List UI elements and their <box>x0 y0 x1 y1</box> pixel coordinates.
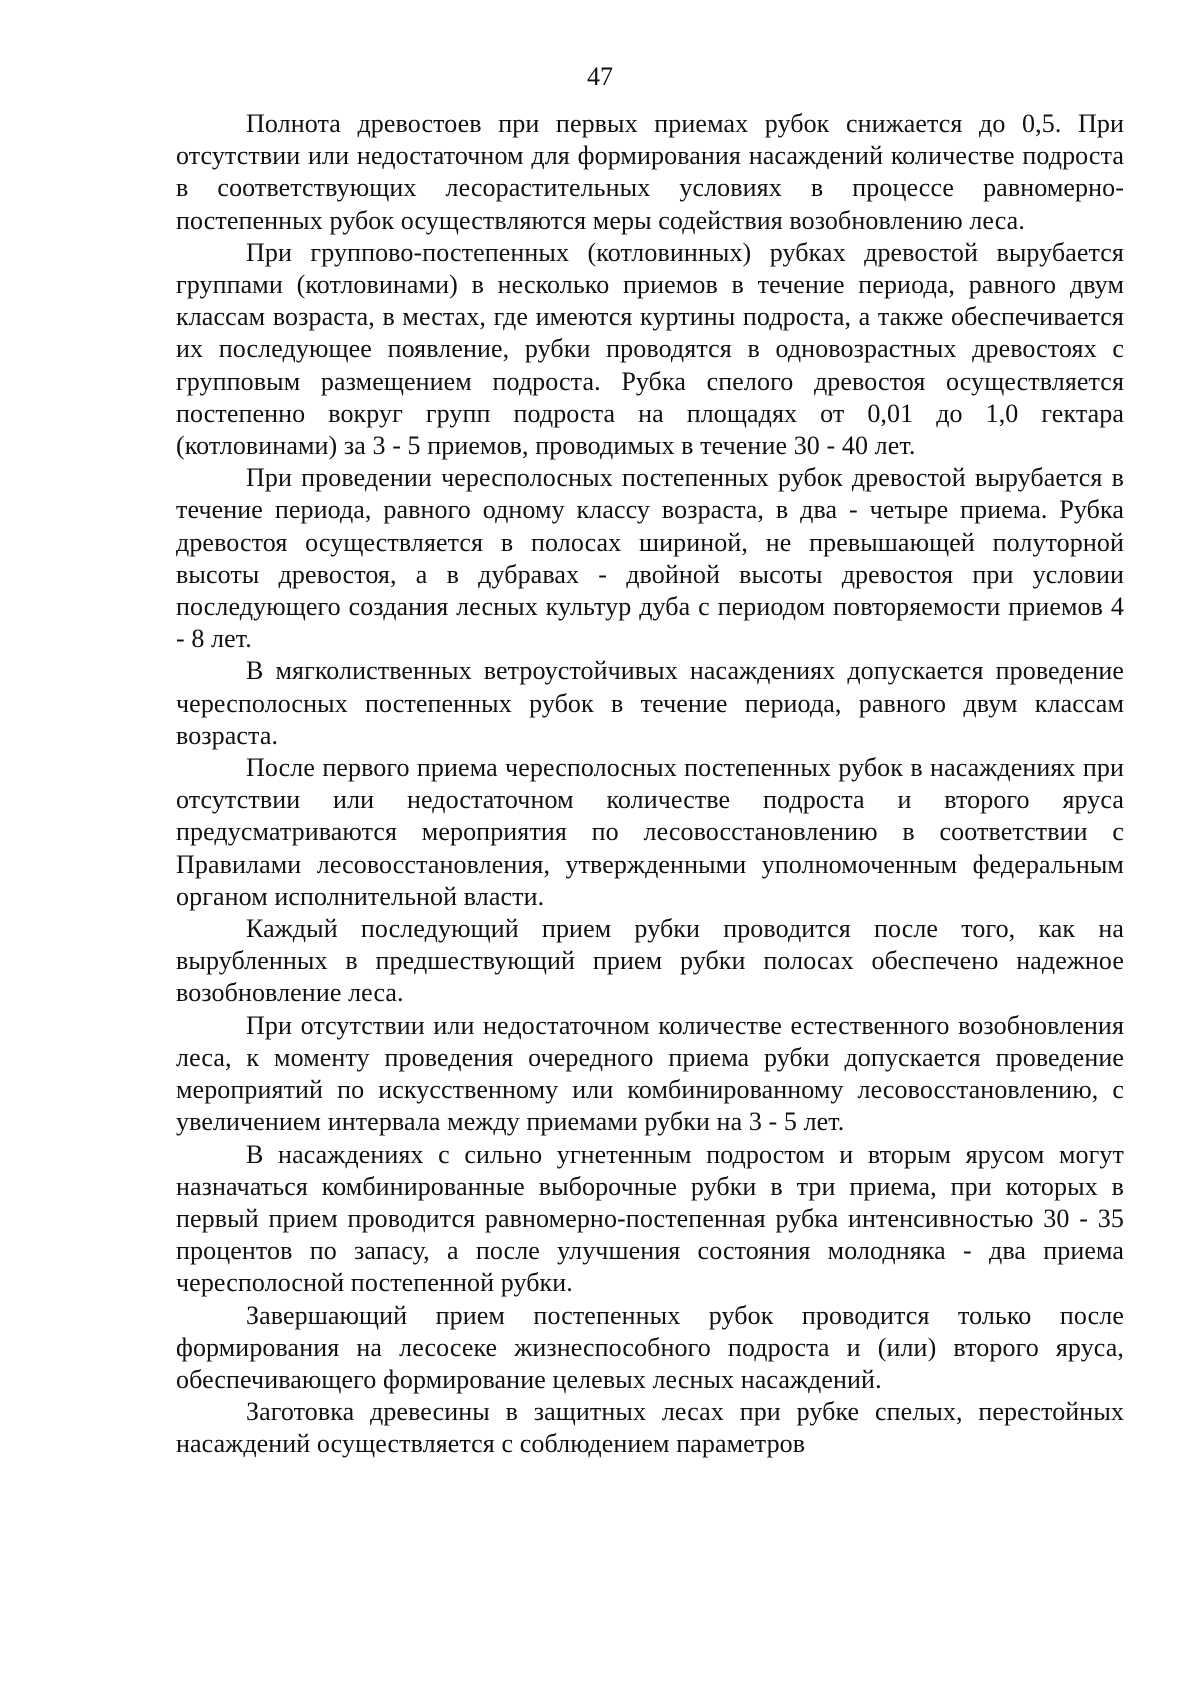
paragraph-protective-forests: Заготовка древесины в защитных лесах при рубке спелых, перестойных насаждений осуществляется с соблюдением параметров <box>176 1397 1124 1459</box>
paragraph-softwood-stands: В мягколиственных ветроустойчивых насаждениях допускается проведение чересполосных постепенных рубок в течение периода, равного двум классам возраста. <box>176 656 1124 750</box>
paragraph-subsequent-stage: Каждый последующий прием рубки проводится после того, как на вырубленных в предшествующий прием рубки полосах обеспечено надежное возобновление леса. <box>176 914 1124 1008</box>
paragraph-natural-regeneration: При отсутствии или недостаточном количестве естественного возобновления леса, к моменту проведения очередного приема рубки допускается проведение мероприятий по искусственному или комбинированному лесовосстановлению, с увеличением интервала между приемами рубки на 3 - 5 лет. <box>176 1010 1124 1137</box>
paragraph-final-stage: Завершающий прием постепенных рубок проводится только после формирования на лесосеке жизнеспособного подроста и (или) второго яруса, обеспечивающего формирование целевых лесных насаждений. <box>176 1300 1124 1394</box>
paragraph-group-cutting: При группово-постепенных (котловинных) рубках древостой вырубается группами (котловинами) в несколько приемов в течение периода, равного двум классам возраста, в местах, где имеются куртины подроста, а также обеспечивается их последующее появление, рубки проводятся в одновозрастных древостоях с групповым размещением подроста. Рубка спелого древостоя осуществляется постепенно вокруг групп подроста на площадях от 0,01 до 1,0 гектара (котловинами) за 3 - 5 приемов, проводимых в течение 30 - 40 лет. <box>176 237 1124 461</box>
paragraph-stand-density: Полнота древостоев при первых приемах рубок снижается до 0,5. При отсутствии или недостаточном для формирования насаждений количестве подроста в соответствующих лесорастительных условиях в процессе равномерно-постепенных рубок осуществляются меры содействия возобновлению леса. <box>176 109 1124 235</box>
body-text <box>176 108 1124 1461</box>
paragraph-after-first-stage: После первого приема чересполосных постепенных рубок в насаждениях при отсутствии или недостаточном количестве подроста и второго яруса предусматриваются мероприятия по лесовосстановлению в соответствии с Правилами лесовосстановления, утвержденными уполномоченным федеральным органом исполнительной власти. <box>176 753 1124 911</box>
paragraph-combined-selective: В насаждениях с сильно угнетенным подростом и вторым ярусом могут назначаться комбинированные выборочные рубки в три приема, при которых в первый прием проводится равномерно-постепенная рубка интенсивностью 30 - 35 процентов по запасу, а после улучшения состояния молодняка - два приема чересполосной постепенной рубки. <box>176 1139 1124 1298</box>
paragraph-strip-cutting: При проведении чересполосных постепенных рубок древостой вырубается в течение периода, равного одному классу возраста, в два - четыре приема. Рубка древостоя осуществляется в полосах шириной, не превышающей полуторной высоты древостоя, а в дубравах - двойной высоты древостоя при условии последующего создания лесных культур дуба с периодом повторяемости приемов 4 - 8 лет. <box>176 463 1124 654</box>
page-number: 47 <box>587 62 613 91</box>
